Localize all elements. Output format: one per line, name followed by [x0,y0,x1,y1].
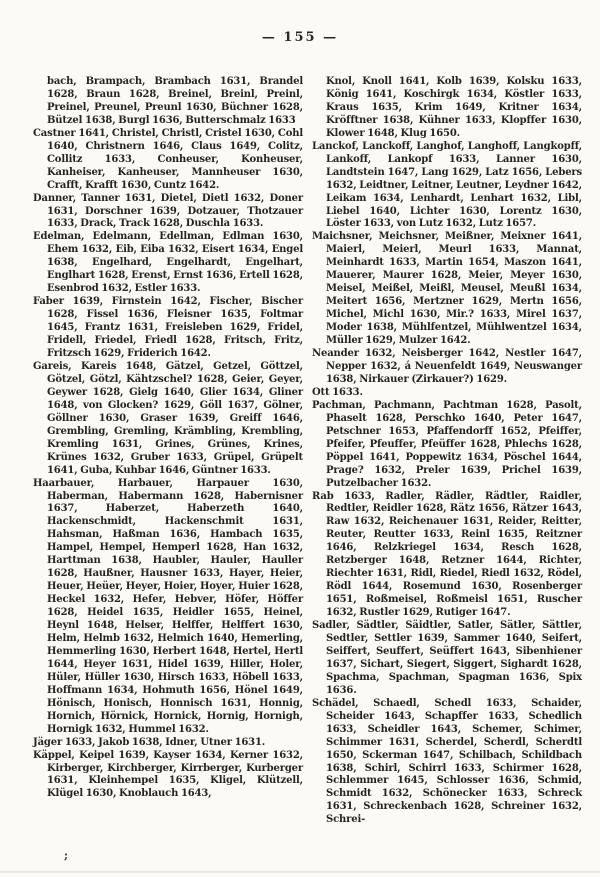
ink-speck: ; [64,849,69,862]
index-paragraph: Gareis, Kareis 1648, Gätzel, Getzel, Göttzel, Götzel, Götzl, Kähtzschel? 1628, Geier, Geyer, Geywer 1628, Gielg 1640, Glier 1634, Gliner 1648, von Glocken? 1629, Göll 1637, Gölner, Göllner 1630, Graser 1639, Greiff 1646, Grembling, Gremling, Krämbling, Krembling, Kremling 1631, Grines, Grünes, Krines, Krünes 1632, Gruber 1633, Grüpel, Grüpelt 1641, Guba, Kuhbar 1646, Güntner 1633. [33,360,303,476]
index-paragraph: Ott 1633. [312,386,363,398]
page-number-header: — 155 — [261,30,339,45]
text-columns [33,76,581,827]
index-paragraph: Maichsner, Meichsner, Meißner, Meixner 1641, Maierl, Meierl, Meurl 1633, Mannat, Meinhardt 1633, Martin 1654, Maszon 1641, Mauerer, Maurer 1628, Meier, Meyer 1630, Meisel, Meißel, Meißl, Meusel, Meußl 1634, Meitert 1656, Mertzner 1629, Mertn 1656, Michel, Michl 1630, Mir.? 1633, Mirel 1637, Moder 1638, Mühlfentzel, Mühlwentzel 1634, Müller 1629, Mulzer 1642. [312,231,582,347]
index-paragraph: Neander 1632, Neisberger 1642, Nestler 1647, Nepper 1632, á Neuenfeldt 1649, Neuswanger 1638, Nirkauer (Zirkauer?) 1629. [312,348,582,385]
index-paragraph: Danner, Tanner 1631, Dietel, Dietl 1632, Doner 1631, Dorschner 1639, Dotzauer, Thotzauer 1633, Drack, Track 1628, Duschla 1633. [33,192,303,230]
index-paragraph: Faber 1639, Firnstein 1642, Fischer, Bischer 1628, Fissel 1636, Fleisner 1635, Foltmar 1645, Frantz 1631, Freisleben 1629, Fridel, Fridell, Friedel, Friedl 1628, Fritsch, Fritz, Fritzsch 1629, Friderich 1642. [33,296,303,360]
scan-edge-line [0,871,600,873]
index-paragraph: Jäger 1633, Jakob 1638, Idner, Utner 1631. [33,736,266,748]
index-paragraph: Pachman, Pachmann, Pachtman 1628, Pasolt, Phaselt 1628, Perschko 1640, Peter 1647, Petschner 1653, Pfaffendorff 1652, Pfeiffer, Pfeifer, Pfeuffer, Pfeüffer 1628, Phlechs 1628, Pöppel 1641, Poppewitz 1634, Pöschel 1644, Prage? 1632, Preler 1639, Prichel 1639, Putzelbacher 1632. [312,399,582,489]
index-paragraph: Rab 1633, Radler, Rädler, Rädtler, Raidler, Redtler, Reidler 1628, Rätz 1656, Rätzer 1643, Raw 1632, Reichenauer 1631, Reider, Reitter, Reuter, Reutter 1633, Reinl 1635, Reitzner 1646, Relzkriegel 1634, Resch 1628, Retzberger 1648, Retzner 1644, Richter, Riechter 1631, Ridl, Riedel, Riedl 1632, Rödel, Rödl 1644, Rosemund 1630, Rosenberger 1651, Roßmeisel, Roßmeisl 1651, Ruscher 1632, Rustler 1629, Rutiger 1647. [312,490,582,619]
right-column [312,76,582,827]
left-column [33,76,303,827]
index-paragraph: Lanckof, Lanckoff, Langhof, Langhoff, Langkopff, Lankoff, Lankopf 1633, Lanner 1630, Landtstein 1647, Lang 1629, Latz 1656, Lebers 1632, Leidtner, Leitner, Leutner, Leydner 1642, Leikam 1634, Lenhardt, Lenhart 1632, Libl, Liebel 1640, Lichter 1630, Lorentz 1630, Löster 1633, von Lutz 1632, Lutz 1657. [312,140,582,230]
index-paragraph: Knol, Knoll 1641, Kolb 1639, Kolsku 1633, König 1641, Koschirgk 1634, Köstler 1633, Kraus 1635, Krim 1649, Kritner 1634, Kröfftner 1638, Kühner 1633, Klopffer 1630, Klower 1648, Klug 1650. [326,76,582,139]
index-paragraph: Schädel, Schaedl, Schedl 1633, Schaider, Scheider 1643, Schapffer 1633, Schedlich 1633, Scheidler 1643, Schemer, Schimer, Schimmer 1631, Scherdel, Scherdl, Scherdtl 1650, Sckerman 1647, Schilbach, Schildbach 1638, Schirl, Schirrl 1633, Schirmer 1628, Schlemmer 1645, Schlosser 1636, Schmid, Schmidt 1632, Schönecker 1633, Schreck 1631, Schreckenbach 1628, Schreiner 1632, Schrei- [312,697,582,826]
index-paragraph: Castner 1641, Christel, Christl, Cristel 1630, Cohl 1640, Christnern 1646, Claus 1649, Colitz, Collitz 1633, Conheuser, Konheuser, Kanheiser, Kanheuser, Mannheuser 1630, Crafft, Krafft 1630, Cuntz 1642. [33,127,303,191]
index-paragraph: Sadler, Sädtler, Säidtler, Satler, Sätler, Sättler, Sedtler, Settler 1639, Sammer 1640, Seifert, Seiffert, Seuffert, Seüffert 1643, Sibenhiener 1637, Sichart, Siegert, Siggert, Sighardt 1628, Spachma, Spachman, Spagman 1636, Spix 1636. [312,620,582,696]
index-paragraph: Käppel, Keipel 1639, Kayser 1634, Kerner 1632, Kirberger, Kirchberger, Kirrberger, Kurberger 1631, Kleinhempel 1635, Kligel, Klützell, Klügel 1630, Knoblauch 1643, [33,749,303,800]
index-paragraph: bach, Brampach, Brambach 1631, Brandel 1628, Braun 1628, Breinel, Breinl, Preinl, Preinel, Preunel, Preunl 1630, Büchner 1628, Bützel 1638, Burgl 1636, Butterschmalz 1633 [47,76,303,126]
index-paragraph: Edelman, Edelmann, Edellman, Edlman 1630, Ehem 1632, Eib, Eiba 1632, Eisert 1634, Engel 1638, Engelhard, Engelhardt, Engelhart, Englhart 1628, Erenst, Ernst 1636, Ertell 1628, Esenbrod 1632, Estler 1633. [33,231,303,295]
index-paragraph: Haarbauer, Harbauer, Harpauer 1630, Haberman, Habermann 1628, Habernisner 1637, Haberzet, Haberzeth 1640, Hackenschmidt, Hackenschmit 1631, Hahsman, Haßman 1636, Hambach 1635, Hampel, Hempel, Hemperl 1628, Han 1632, Harttman 1638, Haubler, Hauler, Hauller 1628, Haußner, Hausner 1633, Hayer, Heier, Heuer, Heüer, Heyer, Hoier, Hoyer, Huier 1628, Heckel 1632, Hefer, Hebver, Höfer, Höffer 1628, Heidel 1635, Heidler 1655, Heinel, Heynl 1648, Helser, Helffer, Helffert 1630, Helm, Helmb 1632, Helmich 1640, Hemerling, Hemmerling 1630, Herbert 1648, Hertel, Hertl 1644, Heyer 1631, Hidel 1639, Hiller, Holer, Hüler, Hüller 1630, Hirsch 1633, Höbell 1633, Hoffmann 1634, Hohmuth 1656, Hönel 1649, Hönisch, Honisch, Honnisch 1631, Honnig, Hornich, Hörnick, Hornick, Hornig, Hornigh, Hornigk 1632, Hummel 1632. [33,477,303,735]
